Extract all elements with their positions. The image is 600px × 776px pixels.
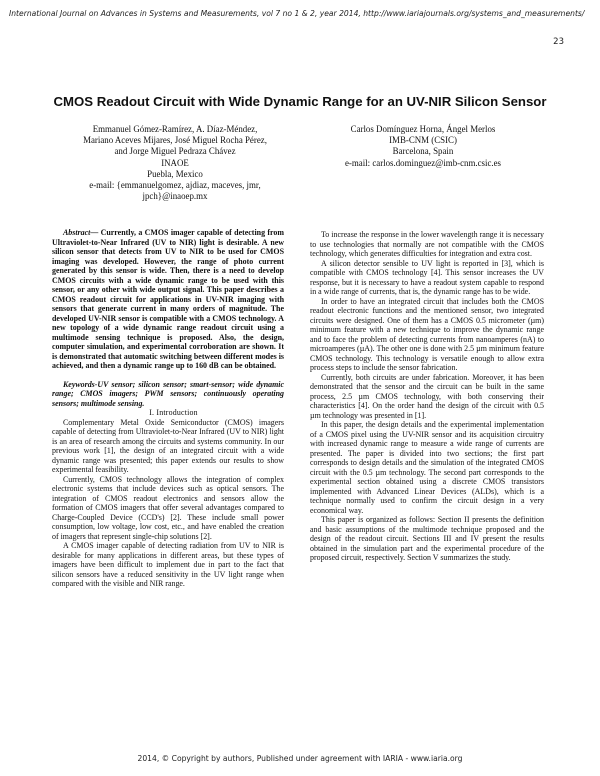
paper-title: CMOS Readout Circuit with Wide Dynamic Range for an UV-NIR Silicon Sensor [53, 94, 547, 109]
page-number: 23 [553, 37, 564, 47]
abstract-text: Currently, a CMOS imager capable of detecting from Ultraviolet-to-Near Infrared (UV to NIR) light is desirable. A new silicon sensor that detects from UV to NIR to be used for CMOS imaging was developed. However, the range of photo current generated by this sensor is wide. Then, there is a need to develop CMOS circuits with a wide dynamic range to be used with this sensor, or any other with wide output signal. This paper describes a CMOS readout circuit for applications in UV-NIR imaging with sensors that generate current in many orders of magnitude. The developed UV-NIR sensor is compatible with a CMOS technology. A new topology of a wide dynamic range readout circuit using a multimode sensing technique is proposed. Also, the design, computer simulation, and experimental corroboration are shown. It is demonstrated that automatic switching between different modes is achieved, and then a dynamic range up to 160 dB can be obtained. [52, 228, 284, 370]
paragraph: In this paper, the design details and the experimental implementation of a CMOS pixel using the UV-NIR sensor and its acquisition circuitry with increased dynamic range to measure a wide range of currents are presented. The paper is divided into two sections; the first part corresponds to design details and the simulation of the integrated CMOS circuit with the 0.5 µm technology. The second part corresponds to the experimental section obtained using a discrete CMOS transistors implemented with Advanced Linear Devices (ALDs), which is a technique normally used to confirm the circuit design in a very economical way. [310, 420, 544, 515]
paragraph: A CMOS imager capable of detecting radiation from UV to NIR is desirable for many applications in different areas, but these types of imagers have been difficult to implement due in part to the fact that silicon sensors have a reduced sensitivity in the UV light range when compared with the visible and NIR range. [52, 541, 284, 588]
author-line: and Jorge Miguel Pedraza Chávez [114, 146, 236, 157]
paragraph: In order to have an integrated circuit that includes both the CMOS readout electronic functions and the mentioned sensor, two integrated circuits were designed. One of them has a CMOS 0.5 micrometer (µm) minimum feature with a new technique to improve the dynamic range and to face the problem of detecting currents from nanoamperes (nA) to microamperes (µA). The other one is done with 2.5 µm minimum feature CMOS technology. This technology is versatile enough to allow extra process steps to include the sensor fabrication. [310, 296, 544, 372]
abstract-label: Abstract— [63, 228, 99, 237]
keywords: Keywords-UV sensor; silicon sensor; smart-sensor; wide dynamic range; CMOS imagers; PWM sensors; continuously operating sensors; multimode sensing. [52, 379, 284, 408]
author-line: Mariano Aceves Mijares, José Miguel Rocha Pérez, [83, 135, 267, 146]
affiliation-location: Puebla, Mexico [147, 168, 203, 179]
author-email: e-mail: {emmanuelgomez, ajdiaz, maceves, jmr, [89, 180, 261, 191]
paragraph: A silicon detector sensible to UV light is reported in [3], which is compatible with CMOS technology [4]. This sensor increases the UV response, but it is necessary to have a readout system capable to respond in a wide range of currents, that is, the dynamic range has to be wide. [310, 258, 544, 296]
section-heading-introduction: I. Introduction [149, 408, 198, 417]
affiliation-name: IMB-CNM (CSIC) [389, 135, 457, 146]
author-email: jpch}@inaoep.mx [142, 191, 208, 202]
journal-header: International Journal on Advances in Systems and Measurements, vol 7 no 1 & 2, year 2014, http://www.iariajournals.org/systems_and_measurements/ [9, 9, 585, 18]
right-column [310, 230, 544, 563]
author-line: Carlos Domínguez Horna, Ángel Merlos [350, 124, 496, 134]
author-block-left [50, 124, 300, 202]
paragraph: To increase the response in the lower wavelength range it is necessary to use technologies that normally are not compatible with the CMOS technology, which generates difficulties for integration and extra cost. [310, 230, 544, 258]
author-line: Emmanuel Gómez-Ramírez, A. Díaz-Méndez, [92, 124, 258, 134]
affiliation-location: Barcelona, Spain [392, 146, 454, 157]
left-column [52, 228, 284, 589]
author-email: e-mail: carlos.dominguez@imb-cnm.csic.es [344, 157, 502, 168]
author-block-right [308, 124, 538, 169]
paragraph: This paper is organized as follows: Section II presents the definition and basic assumptions of the multimode technique proposed and the design of the readout circuit. Sections III and IV present the results obtained in the simulation part and the experimental procedure of the proposed circuit, respectively. Section V summarizes the study. [310, 515, 544, 562]
paragraph: Complementary Metal Oxide Semiconductor (CMOS) imagers capable of detecting from Ultraviolet-to-Near Infrared (UV to NIR) light is an area of research among the circuits and systems community. In our previous work [1], the design of an integrated circuit with a wide dynamic range was presented; this paper extends our results to show experimental feasibility. [52, 417, 284, 474]
paragraph: Currently, CMOS technology allows the integration of complex electronic systems that include devices such as optical sensors. The integration of CMOS readout electronics and sensors allow the formation of CMOS imagers that offer several advantages compared to Charge-Coupled Device (CCD's) [2]. These include small power consumption, low voltage, low cost, etc., and have enabled the creation of imagers that represent single-chip solutions [2]. [52, 474, 284, 541]
copyright-footer: 2014, © Copyright by authors, Published under agreement with IARIA - www.iaria.org [137, 754, 463, 763]
abstract [52, 228, 284, 371]
paragraph: Currently, both circuits are under fabrication. Moreover, it has been demonstrated that the sensor and the circuit can be built in the same process, 2.5 µm CMOS technology, with both conserving their characteristics [4]. On the order hand the design of the circuit with 0.5 µm technology was presented in [1]. [310, 372, 544, 420]
affiliation-name: INAOE [161, 157, 189, 168]
